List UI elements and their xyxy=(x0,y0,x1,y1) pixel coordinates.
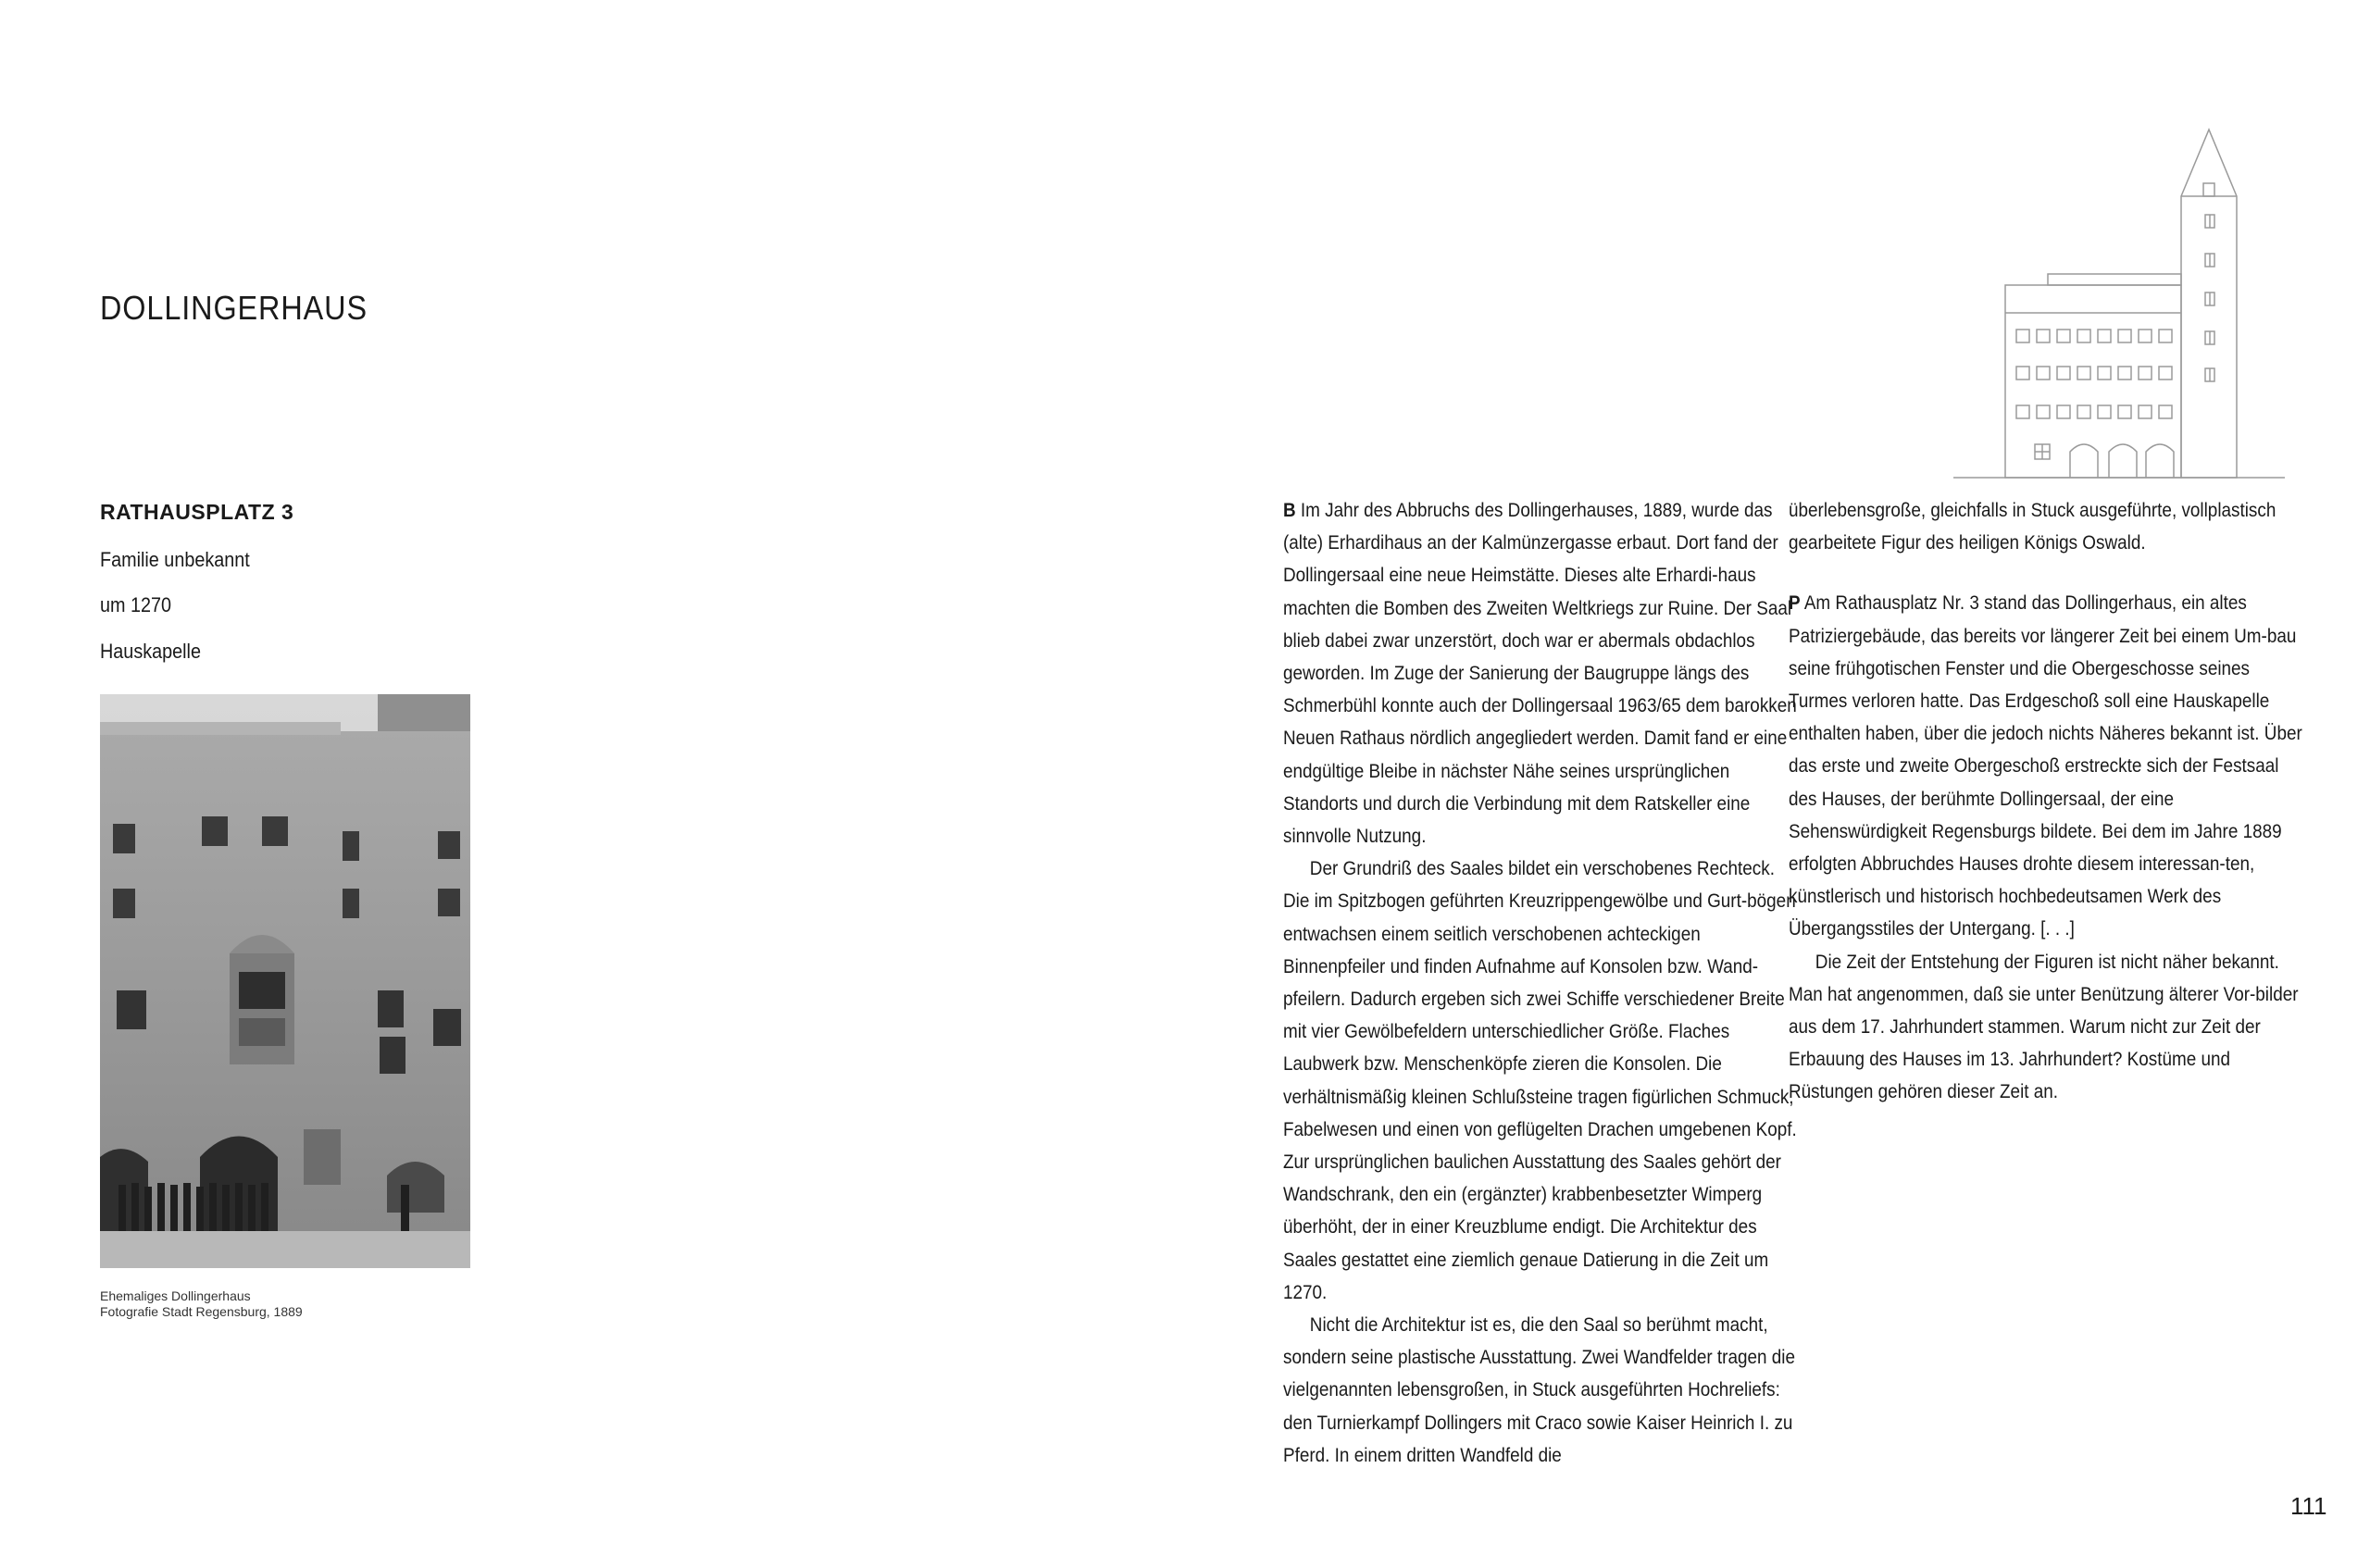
caption-line-1: Ehemaliges Dollingerhaus xyxy=(100,1288,251,1303)
section-initial-p: P xyxy=(1789,592,1801,615)
page-title: DOLLINGERHAUS xyxy=(100,289,368,327)
column2-paragraph-1: überlebensgroße, gleichfalls in Stuck ausgeführte, vollplastisch gearbeitete Figur des heiligen Königs Oswald. xyxy=(1789,500,2276,554)
column1-paragraph-1 xyxy=(1283,494,1802,852)
building-elevation-drawing xyxy=(1952,126,2287,481)
column1-paragraph-3: Nicht die Architektur ist es, die den Saal so berühmt macht, sondern seine plastische Ausstattung. Zwei Wandfelder tragen die vielgenannten lebensgroßen, in Stuck ausgeführten Hochreliefs: den Turnierkampf Dollingers mit Craco sowie Kaiser Heinrich I. zu Pferd. In einem dritten Wandfeld die xyxy=(1283,1314,1795,1466)
date-line: um 1270 xyxy=(100,593,172,616)
address-heading: RATHAUSPLATZ 3 xyxy=(100,500,294,524)
type-line: Hauskapelle xyxy=(100,640,201,663)
column1-paragraph-1-text: Im Jahr des Abbruchs des Dollingerhauses, 1889, wurde das (alte) Erhardihaus an der Kalmünzergasse erbaut. Dort fand der Dollingersaal eine neue Heimstätte. Dieses alte Erhardi-haus machten die Bomben des Zweiten Weltkriegs zur Ruine. Der Saal blieb dabei zwar unzerstört, doch war er abermals obdachlos geworden. Im Zuge der Sanierung der Baugruppe längs des Schmerbühl konnte auch der Dollingersaal 1963/65 dem barokken Neuen Rathaus nördlich angegliedert werden. Damit fand er eine endgültige Bleibe in nächster Nähe seines ursprünglichen Standorts und durch die Verbindung mit dem Ratskeller eine sinnvolle Nutzung. xyxy=(1283,500,1797,848)
column2-paragraph-2 xyxy=(1789,587,2307,945)
page-number: 111 xyxy=(2290,1492,2327,1520)
section-initial-b: B xyxy=(1283,500,1296,521)
photo-caption xyxy=(100,1288,303,1320)
column2-paragraph-3: Die Zeit der Entstehung der Figuren ist nicht näher bekannt. Man hat angenommen, daß sie unter Benützung älterer Vor-bilder aus dem 17. Jahrhundert stammen. Warum nicht zur Zeit der Erbauung des Hauses im 13. Jahrhundert? Kostüme und Rüstungen gehören dieser Zeit an. xyxy=(1789,951,2299,1103)
column1-paragraph-2: Der Grundriß des Saales bildet ein verschobenes Rechteck. Die im Spitzbogen geführten Kreuzrippengewölbe und Gurt-bögen entwachsen einem seitlich verschobenen achteckigen Binnenpfeiler und finden Aufnahme auf Konsolen bzw. Wand-pfeilern. Dadurch ergeben sich zwei Schiffe verschiedener Breite mit vier Gewölbefeldern unterschiedlicher Größe. Flaches Laubwerk bzw. Menschenköpfe zieren die Konsolen. Die verhältnismäßig kleinen Schlußsteine tragen figürlichen Schmuck, Fabelwesen und einen von geflügelten Drachen umgebenen Kopf. Zur ursprünglichen baulichen Ausstattung des Saales gehört der Wandschrank, den ein (ergänzter) krabbenbesetzter Wimperg überhöht, der in einer Kreuzblume endigt. Die Architektur des Saales gestattet eine ziemlich genaue Datierung in die Zeit um 1270. xyxy=(1283,858,1797,1303)
column2-paragraph-2-text: Am Rathausplatz Nr. 3 stand das Dollingerhaus, ein altes Patriziergebäude, das bereits vor längerer Zeit bei einem Um-bau seine frühgotischen Fenster und die Obergeschosse seines Turmes verloren hatte. Das Erdgeschoß soll eine Hauskapelle enthalten haben, über die jedoch nichts Näheres bekannt ist. Über das erste und zweite Obergeschoß erstreckte sich der Festsaal des Hauses, der berühmte Dollingersaal, der eine Sehenswürdigkeit Regensburgs bildete. Bei dem im Jahre 1889 erfolgten Abbruchdes Hauses drohte diesem interessan-ten, künstlerisch und historisch hochbedeutsamen Werk des Übergangsstiles der Untergang. [. . .] xyxy=(1789,592,2302,940)
caption-line-2: Fotografie Stadt Regensburg, 1889 xyxy=(100,1304,303,1319)
text-column-1 xyxy=(1283,494,1802,1472)
historic-photo xyxy=(100,694,470,1268)
family-line: Familie unbekannt xyxy=(100,548,250,571)
text-column-2 xyxy=(1789,494,2307,1109)
